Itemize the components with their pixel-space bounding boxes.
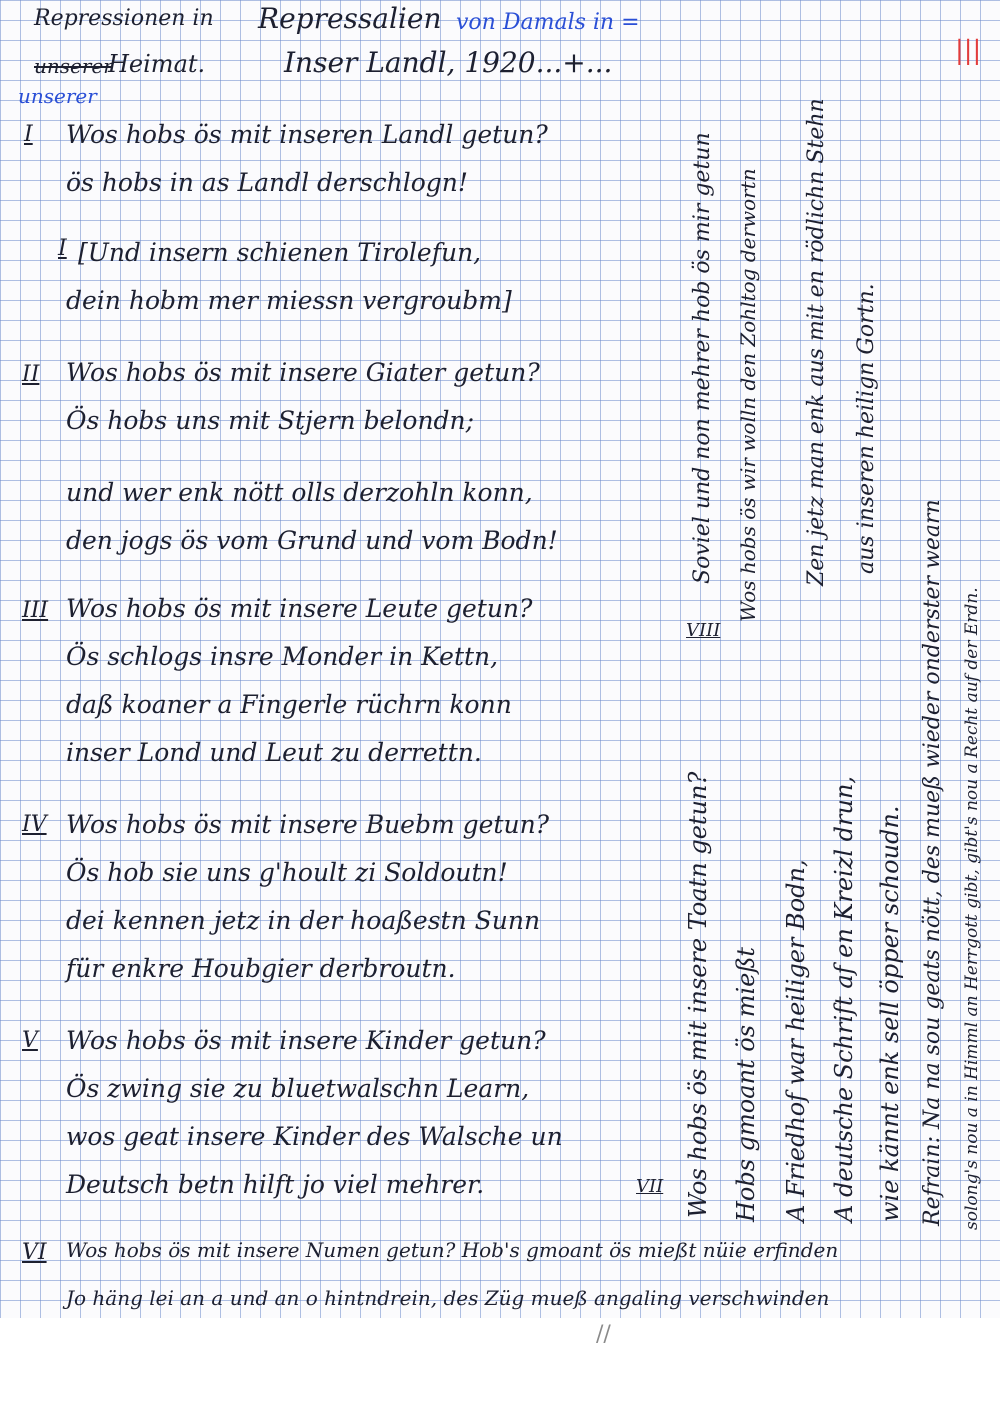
stanza-number-refrain: I: [58, 236, 67, 261]
stanza-2-line-4: den jogs ös vom Grund und vom Bodn!: [66, 526, 558, 555]
stanza-8-line-1: Wos hobs ös wir wolln den Zohltog derwortn: [736, 168, 760, 622]
title-repressionen: Repressionen in: [34, 6, 214, 31]
stanza-8-line-4: aus inseren heilign Gortn.: [854, 283, 879, 574]
stanza-number-8: VIII: [686, 620, 721, 641]
stanza-6-line-1: Wos hobs ös mit insere Numen getun? Hob's gmoant ös mießt nüie erfinden: [66, 1238, 839, 1262]
stanza-8-line-2: Soviel und non mehrer hob ös mir getun: [690, 132, 715, 584]
title-heimat: Heimat.: [108, 50, 206, 78]
stanza-8-line-3: Zen jetz man enk aus mit en rödlichn Stehn: [804, 98, 829, 586]
stanza-number-6: VI: [22, 1240, 47, 1265]
stanza-3-line-4: inser Lond und Leut zu derrettn.: [66, 738, 482, 767]
title-inser-landl: Inser Landl, 1920...+...: [284, 46, 613, 79]
stanza-7-line-3: A Friedhof war heiliger Bodn,: [782, 859, 810, 1222]
stanza-7-line-2: Hobs gmoant ös mießt: [732, 946, 760, 1222]
stanza-7-line-1: Wos hobs ös mit insere Toatn getun?: [684, 771, 712, 1218]
title-insert-unserer: unserer: [18, 84, 97, 108]
stanza-2-line-2: Ös hobs uns mit Stjern belondn;: [66, 406, 475, 435]
stanza-number-5: V: [22, 1028, 38, 1053]
stanza-3-line-3: daß koaner a Fingerle rüchrn konn: [66, 690, 512, 719]
stanza-7-line-4: A deutsche Schrift af en Kreizl drun,: [830, 775, 858, 1222]
stanza-4-line-3: dei kennen jetz in der hoaßestn Sunn: [66, 906, 541, 935]
title-struck-word: unserer: [34, 54, 113, 78]
stanza-5-line-2: Ös zwing sie zu bluetwalschn Learn,: [66, 1074, 530, 1103]
stanza-3-line-2: Ös schlogs insre Monder in Kettn,: [66, 642, 499, 671]
stanza-number-4: IV: [22, 812, 47, 837]
stanza-number-1: I: [24, 122, 33, 147]
refrain-line-1: [Und insern schienen Tirolefun,: [78, 238, 482, 267]
red-mark: |||: [955, 36, 982, 66]
stanza-2-line-1: Wos hobs ös mit insere Giater getun?: [66, 358, 540, 387]
stanza-1-line-1: Wos hobs ös mit inseren Landl getun?: [66, 120, 548, 149]
stanza-5-line-3: wos geat insere Kinder des Walsche un: [66, 1122, 563, 1151]
refrain-margin-line-1: Refrain: Na na sou geats nött, des mueß wieder onderster wearn: [920, 499, 945, 1226]
bottom-mark: //: [596, 1322, 611, 1347]
title-insert-von-damals: von Damals in =: [456, 10, 640, 35]
stanza-4-line-1: Wos hobs ös mit insere Buebm getun?: [66, 810, 550, 839]
stanza-5-line-4: Deutsch betn hilft jo viel mehrer.: [66, 1170, 485, 1199]
stanza-7-line-5: wie kännt enk sell öpper schoudn.: [876, 805, 904, 1222]
refrain-line-2: dein hobm mer miessn vergroubm]: [66, 286, 512, 315]
stanza-4-line-4: für enkre Houbgier derbroutn.: [66, 954, 456, 983]
stanza-3-line-1: Wos hobs ös mit insere Leute getun?: [66, 594, 533, 623]
stanza-number-2: II: [22, 362, 40, 387]
title-repressalien: Repressalien: [258, 2, 442, 35]
stanza-4-line-2: Ös hob sie uns g'hoult zi Soldoutn!: [66, 858, 508, 887]
refrain-margin-line-2: solong's nou a in Himml an Herrgott gibt, gibt's nou a Recht auf der Erdn.: [962, 587, 982, 1230]
stanza-6-line-2: Jo häng lei an a und an o hintndrein, des Züg mueß angaling verschwinden: [66, 1286, 830, 1310]
stanza-5-line-1: Wos hobs ös mit insere Kinder getun?: [66, 1026, 546, 1055]
stanza-1-line-2: ös hobs in as Landl derschlogn!: [66, 168, 468, 197]
stanza-number-7: VII: [636, 1176, 664, 1197]
stanza-number-3: III: [22, 598, 49, 623]
stanza-2-line-3: und wer enk nött olls derzohln konn,: [66, 478, 533, 507]
page-bottom-margin: [0, 1318, 1000, 1414]
